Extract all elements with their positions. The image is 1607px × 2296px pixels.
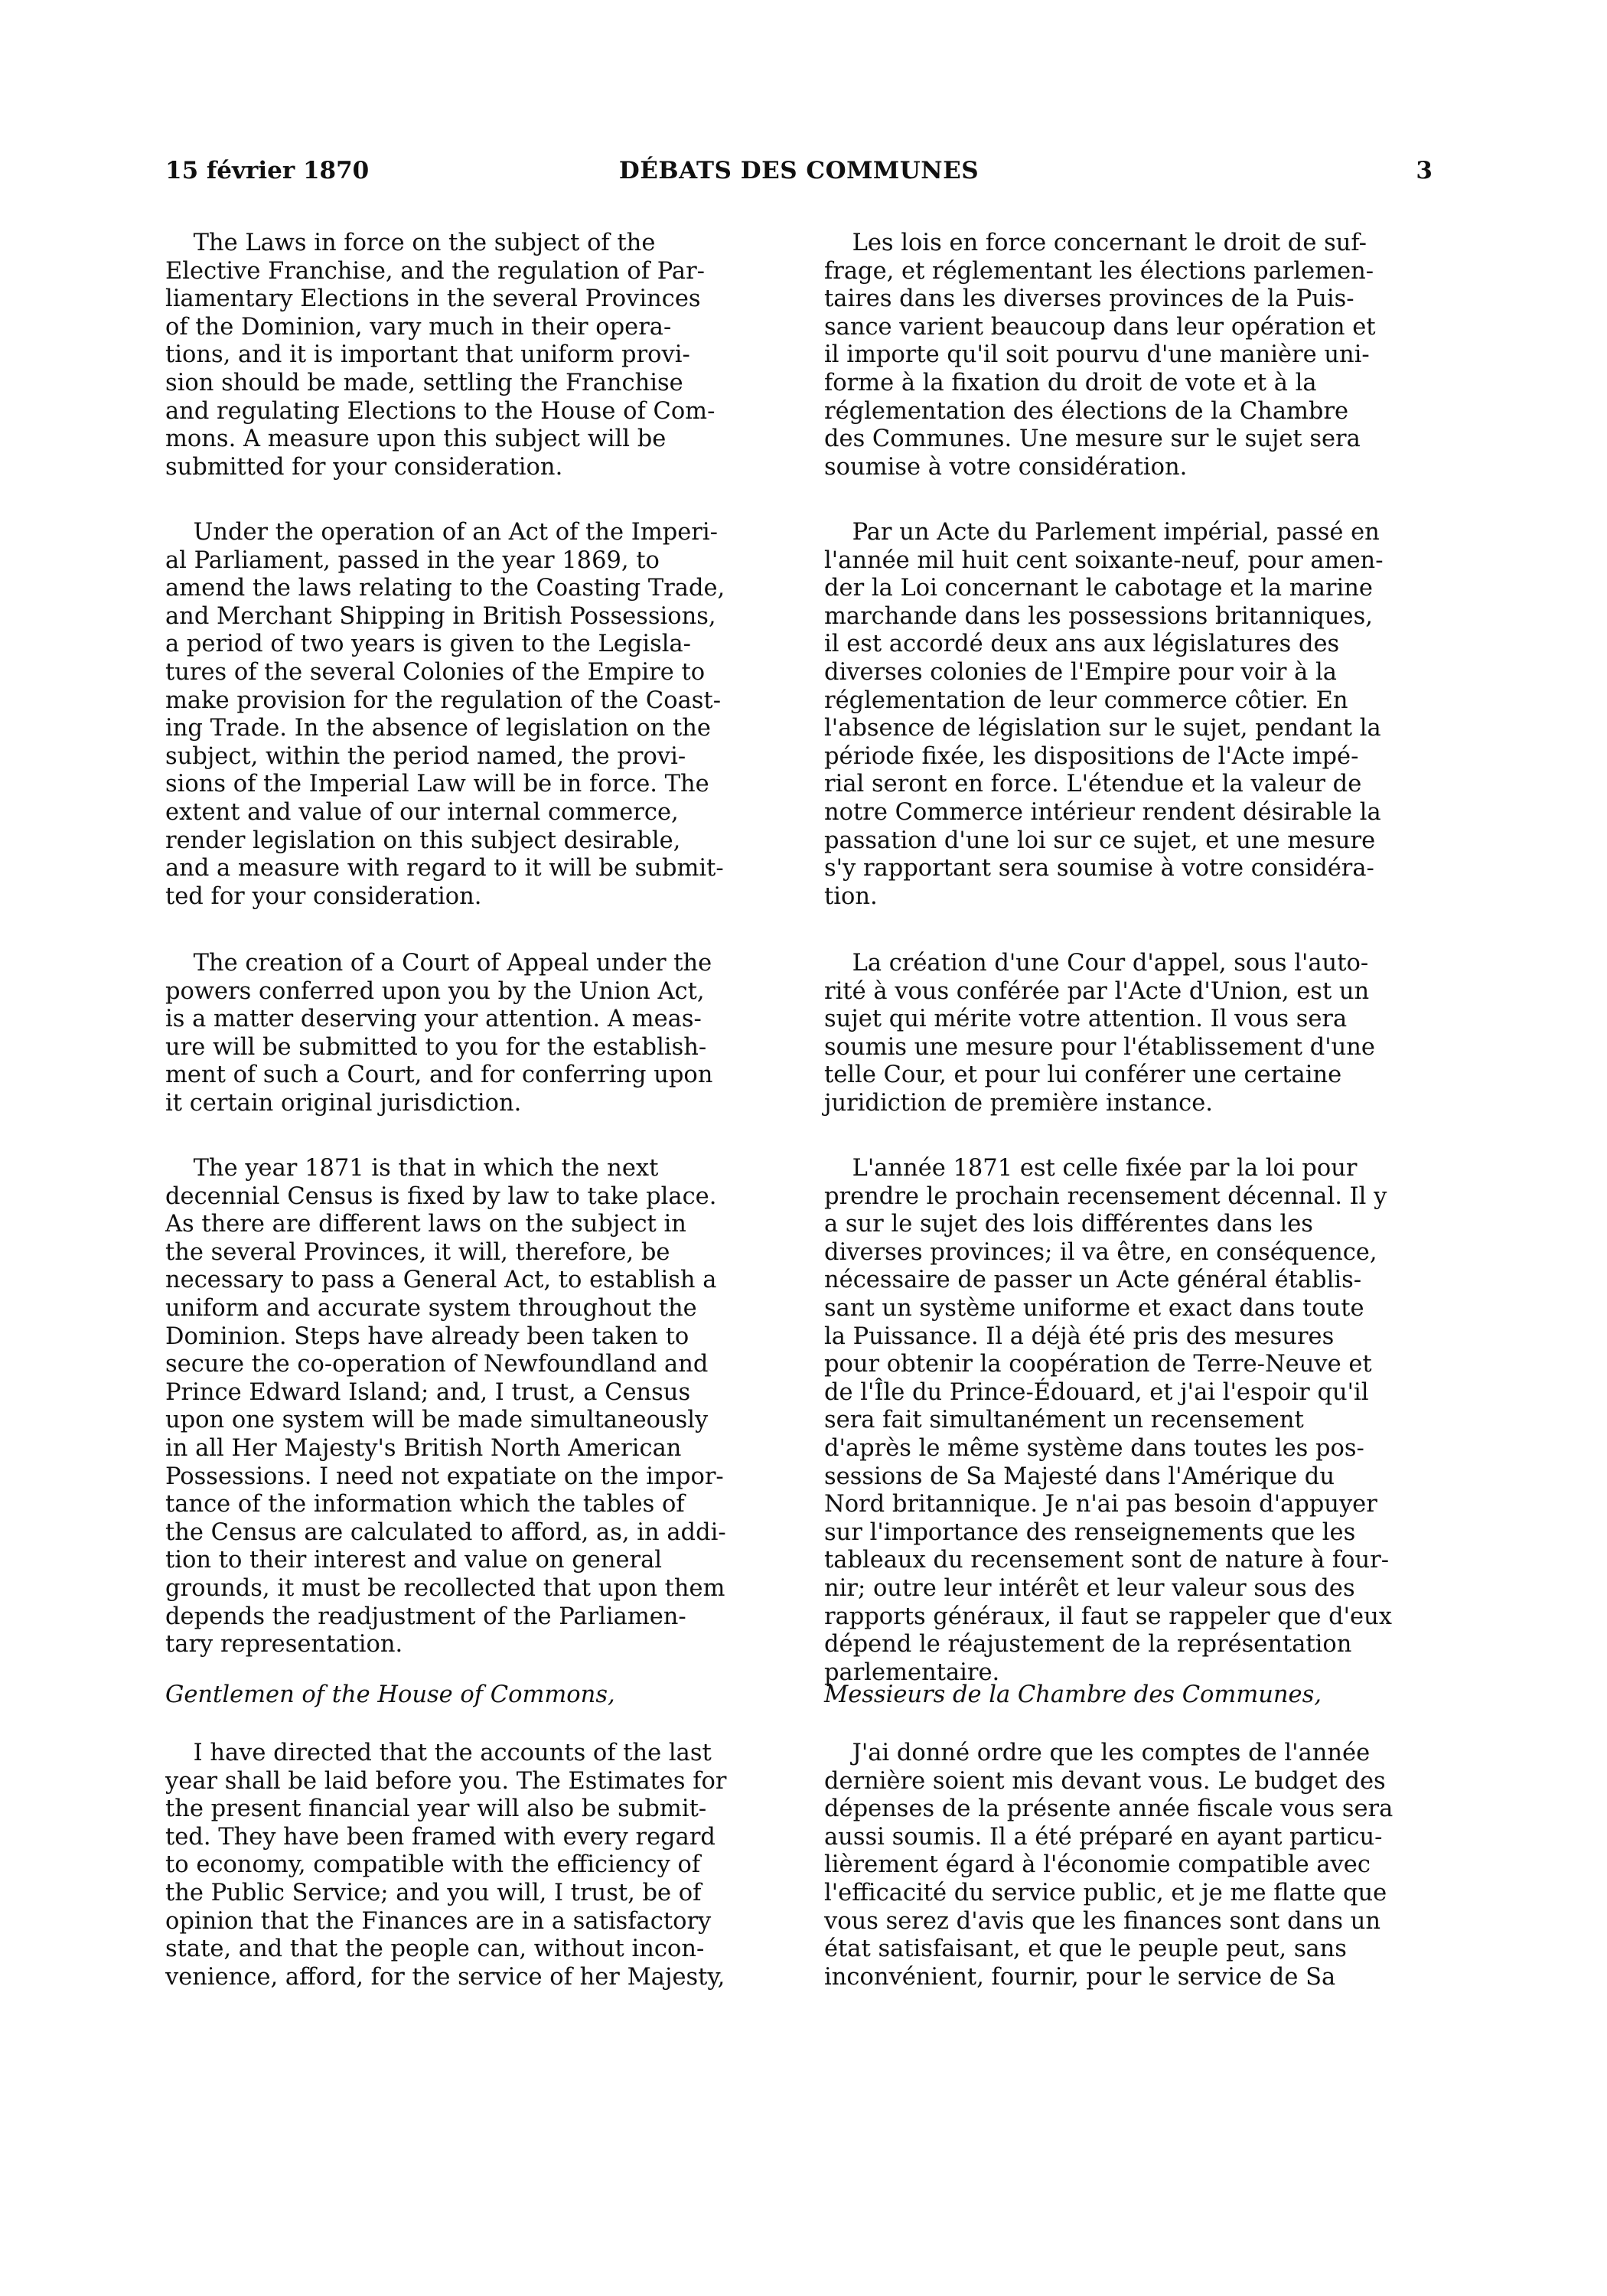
french-column-2: [824, 519, 1433, 911]
french-column: [824, 230, 1433, 481]
paragraph-coasting-trade-fr: Par un Acte du Parlement impérial, passé en l'année mil huit cent soixante-neuf, pour amen- der la Loi concernant le cabotage et la marine marchande dans les possessions britanniques, il est accordé deux ans aux législatures des diverses colonies de l'Empire pour voir à la réglementation de leur commerce côtier. En l'absence de législation sur le sujet, pendant la période fixée, les dispositions de l'Acte impé- rial seront en force. L'étendue et la valeur de notre Commerce intérieur rendent désirable la passation d'une loi sur ce sujet, et une mesure s'y rapportant sera soumise à votre considéra- tion.: [824, 519, 1384, 910]
address-heading-en: Gentlemen of the House of Commons,: [165, 1681, 615, 1708]
french-column-5: [824, 1681, 1433, 1710]
french-column-4: [824, 1155, 1433, 1687]
english-column-3: [165, 950, 774, 1118]
address-heading-fr: Messieurs de la Chambre des Communes,: [824, 1681, 1322, 1708]
english-column-4: [165, 1155, 774, 1659]
header-date: 15 février 1870: [165, 157, 370, 184]
english-column-2: [165, 519, 774, 911]
paragraph-franchise-en: The Laws in force on the subject of the Elective Franchise, and the regulation of Par- liamentary Elections in the several Provinces of the Dominion, vary much in their opera- tions, and it is important that uniform provi- sion should be made, settling the Franchise and regulating Elections to the House of Com- mons. A measure upon this subject will be submitted for your consideration.: [165, 230, 715, 481]
paragraph-accounts-en: I have directed that the accounts of the last year shall be laid before you. The Estimates for the present financial year will also be submit- ted. They have been framed with every regard to economy, compatible with the efficiency of the Public Service; and you will, I trust, be of opinion that the Finances are in a satisfactory state, and that the people can, without incon- venience, afford, for the service of her Majesty,: [165, 1740, 727, 1991]
paragraph-court-of-appeal-fr: La création d'une Cour d'appel, sous l'auto- rité à vous conférée par l'Acte d'Union, est un sujet qui mérite votre attention. Il vous sera soumis une mesure pour l'établissement d'une telle Cour, et pour lui conférer une certaine juridiction de première instance.: [824, 950, 1375, 1117]
paragraph-census-en: The year 1871 is that in which the next decennial Census is fixed by law to take place. As there are different laws on the subject in the several Provinces, it will, therefore, be necessary to pass a General Act, to establish a uniform and accurate system throughout the Dominion. Steps have already been taken to secure the co-operation of Newfoundland and Prince Edward Island; and, I trust, a Census upon one system will be made simultaneously in all Her Majesty's British North American Possessions. I need not expatiate on the impor- tance of the information which the tables of the Census are calculated to afford, as, in addi- tion to their interest and value on general grounds, it must be recollected that upon them depends the readjustment of the Parliamen- tary representation.: [165, 1155, 726, 1658]
page-number: 3: [1416, 157, 1433, 184]
french-column-3: [824, 950, 1433, 1118]
paragraph-coasting-trade-en: Under the operation of an Act of the Imperi- al Parliament, passed in the year 1869, to amend the laws relating to the Coasting Trade, and Merchant Shipping in British Possessions, a period of two years is given to the Legisla- tures of the several Colonies of the Empire to make provision for the regulation of the Coast- ing Trade. In the absence of legislation on the subject, within the period named, the provi- sions of the Imperial Law will be in force. The extent and value of our internal commerce, render legislation on this subject desirable, and a measure with regard to it will be submit- ted for your consideration.: [165, 519, 725, 910]
header-title: DÉBATS DES COMMUNES: [618, 157, 980, 184]
page-header: [165, 157, 1433, 188]
french-column-6: [824, 1740, 1433, 1991]
paragraph-franchise-fr: Les lois en force concernant le droit de suf- frage, et réglementant les élections parlemen- taires dans les diverses provinces de la Puis- sance varient beaucoup dans leur opération et il importe qu'il soit pourvu d'une manière uni- forme à la fixation du droit de vote et à la réglementation des élections de la Chambre des Communes. Une mesure sur le sujet sera soumise à votre considération.: [824, 230, 1376, 481]
english-column-6: [165, 1740, 774, 1991]
paragraph-accounts-fr: J'ai donné ordre que les comptes de l'année dernière soient mis devant vous. Le budget des dépenses de la présente année fiscale vous sera aussi soumis. Il a été préparé en ayant particu- lièrement égard à l'économie compatible avec l'efficacité du service public, et je me flatte que vous serez d'avis que les finances sont dans un état satisfaisant, et que le peuple peut, sans inconvénient, fournir, pour le service de Sa: [824, 1740, 1393, 1991]
english-column: [165, 230, 774, 481]
paragraph-census-fr: L'année 1871 est celle fixée par la loi pour prendre le prochain recensement décennal. Il y a sur le sujet des lois différentes dans les diverses provinces; il va être, en conséquence, nécessaire de passer un Acte général établis- sant un système uniforme et exact dans toute la Puissance. Il a déjà été pris des mesures pour obtenir la coopération de Terre-Neuve et de l'Île du Prince-Édouard, et j'ai l'espoir qu'il sera fait simultanément un recensement d'après le même système dans toutes les pos- sessions de Sa Majesté dans l'Amérique du Nord britannique. Je n'ai pas besoin d'appuyer sur l'importance des renseignements que les tableaux du recensement sont de nature à four- nir; outre leur intérêt et leur valeur sous des rapports généraux, il faut se rappeler que d'eux dépend le réajustement de la représentation parlementaire.: [824, 1155, 1392, 1686]
english-column-5: [165, 1681, 774, 1710]
paragraph-court-of-appeal-en: The creation of a Court of Appeal under the powers conferred upon you by the Union Act, is a matter deserving your attention. A meas- ure will be submitted to you for the establish- ment of such a Court, and for conferring upon it certain original jurisdiction.: [165, 950, 713, 1117]
